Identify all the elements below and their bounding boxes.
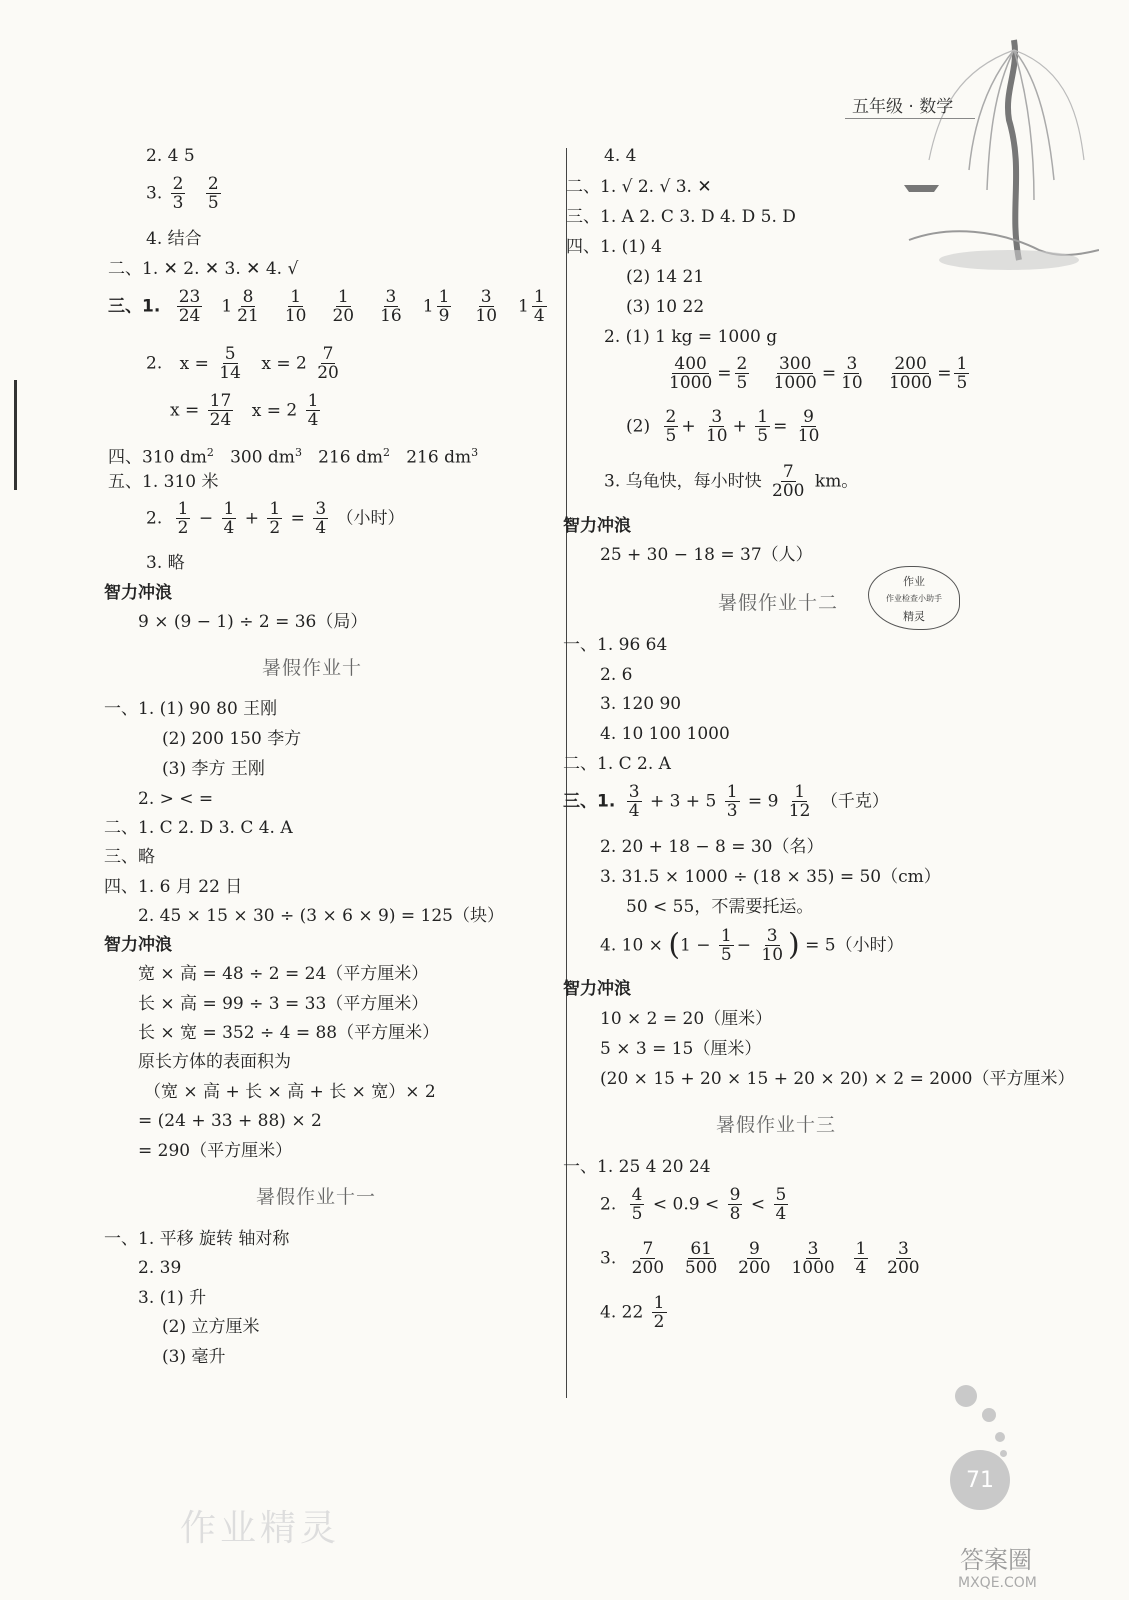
willow-landscape-illustration [809, 10, 1099, 280]
answer-line: 原长方体的表面积为 [138, 1052, 291, 1072]
answer-line: 3. 120 90 [600, 694, 682, 714]
answer-line: 2. 20 + 18 − 8 = 30（名） [600, 837, 824, 857]
answer-line: 4. 4 [604, 146, 637, 166]
section-heading: 智力冲浪 [563, 979, 631, 999]
answer-line: 3. 31.5 × 1000 ÷ (18 × 35) = 50（cm） [600, 867, 941, 887]
answer-line: 2. $\frac{1}{2}$ − $\frac{1}{4}$ + $\frac{1}{2}$ = $\frac{3}{4}$ （小时） [146, 499, 405, 538]
answer-line: 9 × (9 − 1) ÷ 2 = 36（局） [138, 612, 368, 632]
section-title: 暑假作业十一 [256, 1186, 377, 1208]
answer-line: 三、1. $\frac{23}{24}$ 1 $\frac{8}{21}$ $\frac{1}{10}$ $\frac{1}{20}$ $\frac{3}{16}$ 1 $\frac{1}{9}$ $\frac{3}{10}$ 1 $\frac{1}{4}$ [108, 288, 550, 325]
fraction-answer: 1 $\frac{1}{4}$ [518, 287, 545, 326]
answer-line: （宽 × 高 + 长 × 高 + 长 × 宽）× 2 [144, 1082, 436, 1102]
section-title: 暑假作业十 [262, 657, 363, 679]
watermark-site: MXQE.COM [958, 1575, 1037, 1591]
answer-line: 50 < 55，不需要托运。 [626, 897, 814, 917]
answer-line: 10 × 2 = 20（厘米） [600, 1009, 773, 1029]
fraction-answer: $\frac{3}{16}$ [380, 287, 402, 326]
answer-line: 2. > < = [138, 789, 214, 809]
answer-line: 四、1. 6 月 22 日 [104, 877, 243, 897]
answer-line: (2) 14 21 [626, 267, 705, 287]
answer-line: (20 × 15 + 20 × 15 + 20 × 20) × 2 = 2000（平方厘米） [600, 1069, 1075, 1089]
decor-dot [955, 1385, 977, 1407]
answer-line: = (24 + 33 + 88) × 2 [138, 1111, 322, 1131]
section-heading: 智力冲浪 [104, 935, 172, 955]
answer-line: 3. 略 [146, 553, 185, 573]
answer-line: 3. $\frac{7}{200}$ $\frac{61}{500}$ $\frac{9}{200}$ $\frac{3}{1000}$ $\frac{1}{4}$ $\frac{3}{200}$ [600, 1239, 920, 1278]
answer-line: 一、1. 96 64 [563, 635, 668, 655]
fraction-answer: $\frac{23}{24}$ [178, 287, 201, 326]
answer-line: 4. 22 $\frac{1}{2}$ [600, 1293, 665, 1332]
answer-line: 三、1. $\frac{3}{4}$ + 3 + 5 $\frac{1}{3}$ = 9 $\frac{1}{12}$ （千克） [563, 782, 889, 821]
section-heading: 智力冲浪 [104, 583, 172, 603]
answer-line: 五、1. 310 米 [108, 472, 219, 492]
answer-line: 5 × 3 = 15（厘米） [600, 1039, 762, 1059]
answer-line: 2. 4 5 [146, 146, 195, 166]
answer-line: 长 × 宽 = 352 ÷ 4 = 88（平方厘米） [138, 1023, 440, 1043]
answer-line: 3. (1) 升 [138, 1288, 207, 1308]
answer-line: (3) 李方 王刚 [162, 759, 265, 779]
answer-line: 2. 6 [600, 665, 633, 685]
fraction-answer: $\frac{3}{10}$ [475, 287, 498, 326]
scan-margin-mark [14, 380, 17, 490]
fraction-answer: 1 $\frac{1}{9}$ [422, 287, 450, 326]
answer-line: x = $\frac{17}{24}$ x = 2 $\frac{1}{4}$ [170, 391, 319, 430]
answer-line: 三、略 [104, 847, 155, 867]
answer-line: 二、1. ✕ 2. ✕ 3. ✕ 4. √ [108, 259, 299, 279]
answer-line: 宽 × 高 = 48 ÷ 2 = 24（平方厘米） [138, 964, 429, 984]
answer-line: = 290（平方厘米） [138, 1141, 293, 1161]
fraction-answer: 1 $\frac{8}{21}$ [221, 287, 259, 326]
answer-line: 四、1. (1) 4 [566, 237, 662, 257]
decor-dot [1000, 1450, 1007, 1457]
answer-line: 3. $\frac{2}{3}$ $\frac{2}{5}$ [146, 174, 219, 213]
decor-dot [982, 1408, 996, 1422]
section-heading: 智力冲浪 [563, 516, 631, 536]
watermark-logo: 答案圈 [960, 1546, 1032, 1574]
answer-line: 2. x = $\frac{5}{14}$ x = 2 $\frac{7}{20}$ [146, 344, 339, 383]
answer-line: 四、310 $dm^2$ 300 $dm^3$ 216 $dm^2$ 216 $dm^3$ [108, 446, 479, 468]
watermark-text: 作业精灵 [180, 1508, 341, 1549]
answer-line: 二、1. √ 2. √ 3. ✕ [566, 177, 712, 197]
answer-line: 2. 39 [138, 1258, 182, 1278]
answer-line: 长 × 高 = 99 ÷ 3 = 33（平方厘米） [138, 994, 429, 1014]
answer-line: 4. 10 100 1000 [600, 724, 730, 744]
answer-line: 25 + 30 − 18 = 37（人） [600, 545, 813, 565]
answer-line: 一、1. (1) 90 80 王刚 [104, 699, 278, 719]
header-rule [845, 118, 975, 119]
answer-line: 一、1. 平移 旋转 轴对称 [104, 1229, 290, 1249]
answer-line: (2) 200 150 李方 [162, 729, 302, 749]
fraction-answer: $\frac{1}{20}$ [332, 287, 355, 326]
answer-line: 3. 乌龟快，每小时快 $\frac{7}{200}$ km。 [604, 462, 859, 501]
answer-line: (3) 10 22 [626, 297, 705, 317]
answer-line: (2) 立方厘米 [162, 1317, 260, 1337]
section-title: 暑假作业十三 [716, 1114, 837, 1136]
page-number: 71 [950, 1450, 1010, 1510]
answer-line: (2) $\frac{2}{5}$ + $\frac{3}{10}$ + $\frac{1}{5}$ = $\frac{9}{10}$ [626, 407, 820, 446]
answer-line: 2. 45 × 15 × 30 ÷ (3 × 6 × 9) = 125（块） [138, 906, 504, 926]
section-title: 暑假作业十二 [718, 592, 839, 614]
answer-line: 二、1. C 2. A [563, 754, 671, 774]
answer-line: 一、1. 25 4 20 24 [563, 1157, 711, 1177]
answer-line: 二、1. C 2. D 3. C 4. A [104, 818, 293, 838]
answer-line: 2. (1) 1 kg = 1000 g [604, 327, 778, 347]
answer-line: 4. 结合 [146, 229, 202, 249]
subject-label: 五年级 · 数学 [852, 97, 954, 117]
answer-line: $\frac{400}{1000}$ = $\frac{2}{5}$ $\frac{300}{1000}$ = $\frac{3}{10}$ $\frac{200}{1000}$ = $\frac{1}{5}$ [669, 354, 968, 393]
answer-line: 4. 10 × (1 − $\frac{1}{5}$ − $\frac{3}{10}$ ) = 5（小时） [600, 926, 904, 965]
answer-line: 2. $\frac{4}{5}$ < 0.9 < $\frac{9}{8}$ < $\frac{5}{4}$ [600, 1185, 787, 1224]
answer-line: 三、1. A 2. C 3. D 4. D 5. D [566, 207, 796, 227]
answer-line: (3) 毫升 [162, 1347, 226, 1367]
homework-helper-stamp: 作业 作业检查小助手 精灵 [868, 566, 960, 630]
fraction-answer: $\frac{1}{10}$ [284, 287, 307, 326]
decor-dot [995, 1432, 1005, 1442]
